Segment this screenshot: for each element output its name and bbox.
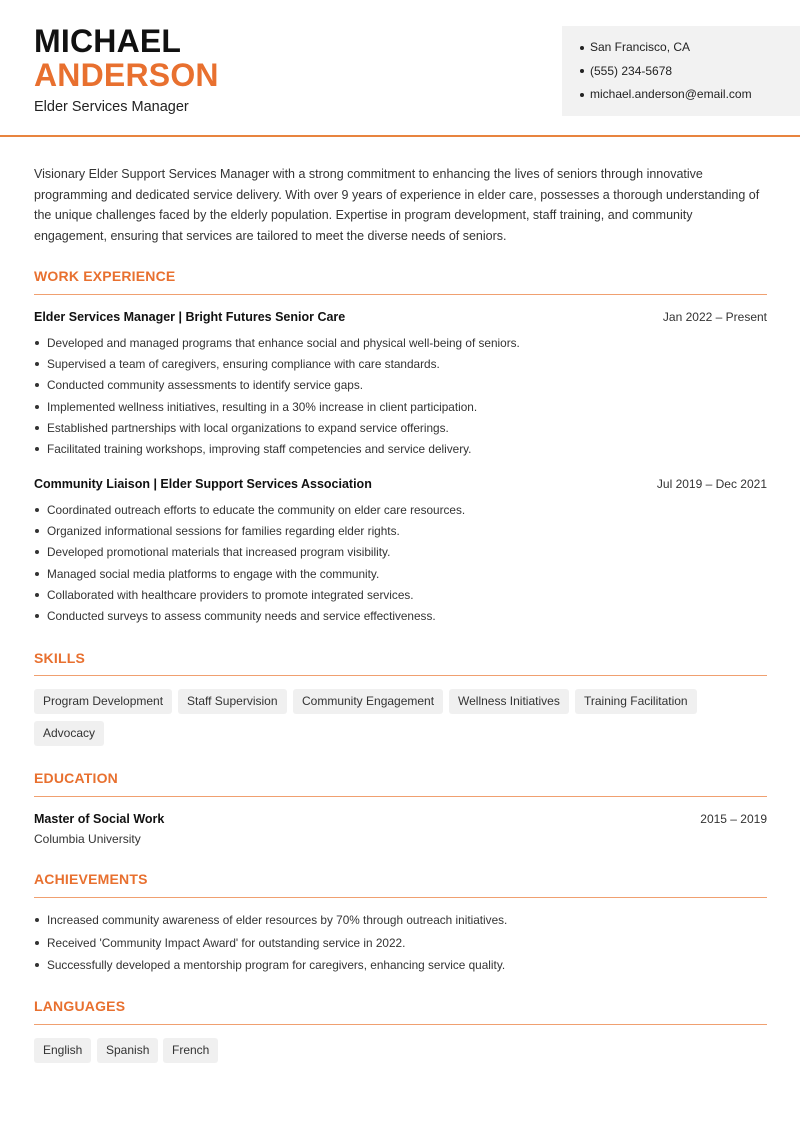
education-degree: Master of Social Work (34, 812, 165, 826)
section-title-achievements: ACHIEVEMENTS (34, 871, 148, 887)
job-entry-header (34, 310, 767, 324)
section-title-education: EDUCATION (34, 770, 118, 786)
section-divider (34, 897, 767, 898)
education-school: Columbia University (34, 832, 141, 846)
job-bullets (34, 336, 767, 463)
skill-chip: Staff Supervision (178, 689, 287, 714)
job-bullets (34, 503, 767, 630)
section-divider (34, 675, 767, 676)
job-title: Elder Services Manager (34, 99, 189, 115)
section-title-skills: SKILLS (34, 650, 85, 666)
section-title-work: WORK EXPERIENCE (34, 268, 176, 284)
list-item: Received 'Community Impact Award' for outstanding service in 2022. (34, 936, 767, 959)
skill-chip: Training Facilitation (575, 689, 697, 714)
contact-box (562, 26, 800, 116)
first-name: MICHAEL (34, 23, 182, 59)
section-divider (34, 796, 767, 797)
contact-location: San Francisco, CA (580, 40, 800, 64)
list-item: Facilitated training workshops, improving staff competencies and service delivery. (34, 442, 767, 463)
list-item: Conducted surveys to assess community needs and service effectiveness. (34, 609, 767, 630)
skill-chip: Advocacy (34, 721, 104, 746)
list-item: Collaborated with healthcare providers to promote integrated services. (34, 588, 767, 609)
achievement-bullets (34, 913, 767, 981)
skill-chip: Community Engagement (293, 689, 443, 714)
list-item: Managed social media platforms to engage with the community. (34, 567, 767, 588)
job-entry-header (34, 477, 767, 491)
language-chip: English (34, 1038, 91, 1063)
list-item: Established partnerships with local organizations to expand service offerings. (34, 421, 767, 442)
resume-header (0, 0, 800, 137)
section-divider (34, 294, 767, 295)
language-chip: Spanish (97, 1038, 158, 1063)
list-item: Coordinated outreach efforts to educate the community on elder care resources. (34, 503, 767, 524)
job-dates: Jul 2019 – Dec 2021 (656, 477, 767, 491)
summary: Visionary Elder Support Services Manager with a strong commitment to enhancing the lives of seniors through innovative programming and dedicated service delivery. With over 9 years of experience in elder care, possesses a thorough understanding of the unique challenges faced by the elderly population. Expertise in program development, staff training, and community engagement, ensuring that services are tailored to meet the diverse needs of seniors. (34, 167, 760, 243)
list-item: Developed promotional materials that increased program visibility. (34, 545, 767, 566)
section-divider (34, 1024, 767, 1025)
job-role: Community Liaison | Elder Support Services Association (34, 477, 372, 491)
education-dates: 2015 – 2019 (700, 812, 767, 826)
job-role: Elder Services Manager | Bright Futures Senior Care (34, 310, 346, 324)
job-dates: Jan 2022 – Present (662, 310, 767, 324)
list-item: Conducted community assessments to identify service gaps. (34, 378, 767, 399)
list-item: Increased community awareness of elder resources by 70% through outreach initiatives. (34, 913, 767, 936)
contact-phone: (555) 234-5678 (580, 64, 800, 88)
list-item: Organized informational sessions for families regarding elder rights. (34, 524, 767, 545)
list-item: Successfully developed a mentorship program for caregivers, enhancing service quality. (34, 958, 767, 981)
contact-email: michael.anderson@email.com (580, 87, 800, 111)
skill-chip: Wellness Initiatives (449, 689, 569, 714)
skill-chip: Program Development (34, 689, 172, 714)
list-item: Developed and managed programs that enhance social and physical well-being of seniors. (34, 336, 767, 357)
list-item: Implemented wellness initiatives, resulting in a 30% increase in client participation. (34, 400, 767, 421)
last-name: ANDERSON (34, 57, 219, 93)
language-chip: French (163, 1038, 218, 1063)
list-item: Supervised a team of caregivers, ensuring compliance with care standards. (34, 357, 767, 378)
section-title-languages: LANGUAGES (34, 998, 126, 1014)
